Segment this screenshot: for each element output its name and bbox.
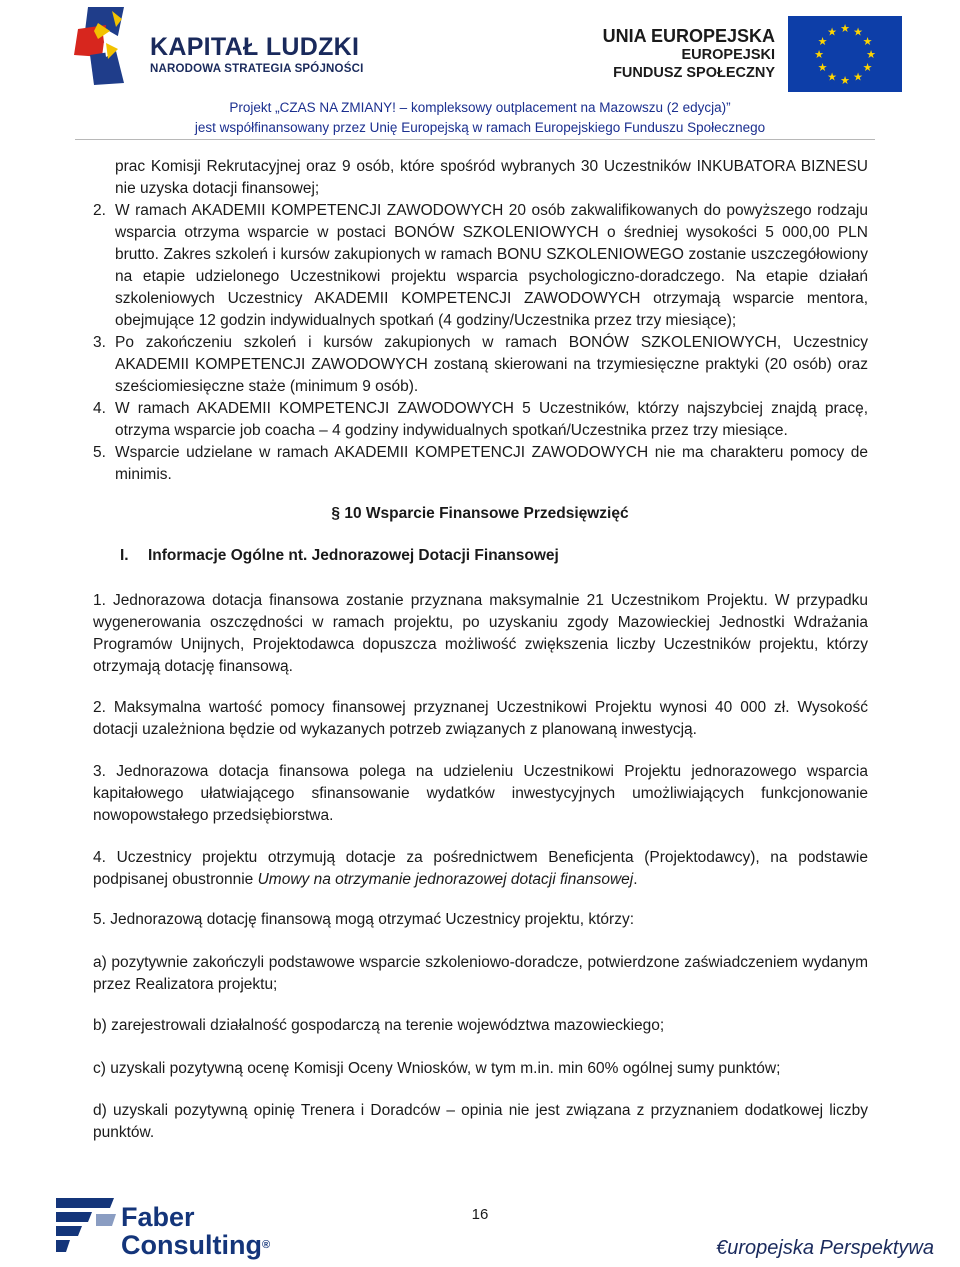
kapital-ludzki-title: KAPITAŁ LUDZKI <box>150 33 360 61</box>
svg-text:★: ★ <box>827 25 837 39</box>
clause-5b: b) zarejestrowali działalność gospodarczą na terenie województwa mazowieckiego; <box>93 1017 665 1034</box>
eu-wordmark <box>603 26 775 82</box>
clause-5a: a) pozytywnie zakończyli podstawowe wsparcie szkoleniowo-doradcze, potwierdzone zaświadczeniem wydanym przez Realizatora projektu; <box>93 954 868 993</box>
svg-text:★: ★ <box>862 35 873 48</box>
kapital-ludzki-subtitle: NARODOWA STRATEGIA SPÓJNOŚCI <box>150 63 364 75</box>
clause-5: 5. Jednorazową dotację finansową mogą otrzymać Uczestnicy projektu, którzy: <box>93 911 635 928</box>
clause-4-text: 4. Uczestnicy projektu otrzymują dotacje za pośrednictwem Beneficjenta (Projektodawcy), na podstawie podpisanej obustronnie <box>93 849 868 888</box>
faber-consulting-logo-icon <box>52 1196 120 1256</box>
paragraph-continuation: prac Komisji Rekrutacyjnej oraz 9 osób, które spośród wybranych 30 Uczestników INKUBATORA BIZNESU nie uzyska dotacji finansowej; <box>115 158 868 197</box>
list-number: 3. <box>93 334 106 351</box>
clause-3: 3. Jednorazowa dotacja finansowa polega na udzieleniu Uczestnikowi Projektu jednorazowego wsparcia kapitałowego ułatwiającego sfinansowanie wydatków inwestycyjnych umożliwiających funkcjonowanie nowopowstałego przedsiębiorstwa. <box>93 763 868 824</box>
list-item-3: Po zakończeniu szkoleń i kursów zakupionych w ramach BONÓW SZKOLENIOWYCH, Uczestnicy AKADEMII KOMPETENCJI ZAWODOWYCH zostaną skierowani na trzymiesięczne praktyki (20 osób) oraz sześciomiesięczne staże (minimum 9 osób). <box>115 334 868 395</box>
list-number: 2. <box>93 202 106 219</box>
project-funding-line: jest współfinansowany przez Unię Europejską w ramach Europejskiego Funduszu Społecznego <box>194 120 766 135</box>
consulting-line <box>121 1231 270 1259</box>
list-number: 5. <box>93 444 106 461</box>
svg-text:★: ★ <box>853 25 863 39</box>
svg-text:★: ★ <box>827 70 837 84</box>
svg-text:★: ★ <box>866 48 876 61</box>
eu-fund-line1: EUROPEJSKI <box>681 47 775 63</box>
list-item-2: W ramach AKADEMII KOMPETENCJI ZAWODOWYCH 20 osób zakwalifikowanych do powyższego rodzaju wsparcia otrzyma wsparcie w postaci BONÓW SZKOLENIOWYCH o średniej wysokości 5 000,00 PLN brutto. Zakres szkoleń i kursów zakupionych w ramach BONU SZKOLENIOWEGO zostanie uszczegółowiony na etapie udzielonego Uczestnikowi projektu wsparcia psychologiczno-doradczego. Na etapie działań szkoleniowych Uczestnicy AKADEMII KOMPETENCJI ZAWODOWYCH otrzymają wsparcie mentora, obejmujące 12 godzin indywidualnych spotkań (4 godziny/Uczestnika przez trzy miesiące); <box>115 202 868 329</box>
section-heading: § 10 Wsparcie Finansowe Przedsięwzięć <box>331 505 629 522</box>
svg-text:★: ★ <box>817 61 828 74</box>
subsection-heading: Informacje Ogólne nt. Jednorazowej Dotacji Finansowej <box>148 547 559 564</box>
clause-1: 1. Jednorazowa dotacja finansowa zostanie przyznana maksymalnie 21 Uczestnikom Projektu. W przypadku wygenerowania oszczędności w ramach projektu, po uzyskaniu zgody Mazowieckiej Jednostki Wdrażania Programów Unijnych, Projektodawca dopuszcza możliwość zwiększenia liczby Uczestników projektu, którzy otrzymają dotację finansową. <box>93 592 868 675</box>
clause-2: 2. Maksymalna wartość pomocy finansowej przyznanej Uczestnikowi Projektu wynosi 40 000 zł. Wysokość dotacji uzależniona będzie od wykazanych potrzeb związanych z planowaną inwestycją. <box>93 699 868 738</box>
list-item-5: Wsparcie udzielane w ramach AKADEMII KOMPETENCJI ZAWODOWYCH nie ma charakteru pomocy de minimis. <box>115 444 868 483</box>
clause-4 <box>93 847 868 891</box>
clause-5d: d) uzyskali pozytywną opinię Trenera i Doradców – opinia nie jest związana z przyznaniem dodatkowej liczby punktów. <box>93 1102 868 1141</box>
eu-title: UNIA EUROPEJSKA <box>602 26 775 46</box>
clause-4-end: . <box>633 871 638 888</box>
svg-text:★: ★ <box>840 74 850 87</box>
kapital-ludzki-wordmark <box>150 34 363 75</box>
faber-word: Faber <box>121 1202 195 1232</box>
registered-mark: ® <box>261 1239 271 1251</box>
eu-flag-icon <box>788 16 902 92</box>
svg-text:★: ★ <box>840 22 850 35</box>
page-number: 16 <box>471 1206 489 1223</box>
svg-text:★: ★ <box>853 70 863 84</box>
svg-text:★: ★ <box>862 61 873 74</box>
clause-4-agreement-title: Umowy na otrzymanie jednorazowej dotacji finansowej <box>257 871 634 888</box>
svg-text:★: ★ <box>814 48 824 61</box>
consulting-word: Consulting <box>121 1230 262 1260</box>
svg-text:★: ★ <box>817 35 828 48</box>
list-number: 4. <box>93 400 106 417</box>
clause-5c: c) uzyskali pozytywną ocenę Komisji Oceny Wniosków, w tym m.in. min 60% ogólnej sumy punktów; <box>93 1060 781 1077</box>
faber-consulting-wordmark <box>121 1203 270 1259</box>
europejska-perspektywa-tagline: €uropejska Perspektywa <box>716 1237 934 1259</box>
header-divider <box>75 139 875 140</box>
project-title-line: Projekt „CZAS NA ZMIANY! – kompleksowy outplacement na Mazowszu (2 edycja)” <box>229 100 731 115</box>
subsection-number: I. <box>120 547 129 564</box>
eu-fund-line2: FUNDUSZ SPOŁECZNY <box>613 65 775 81</box>
list-item-4: W ramach AKADEMII KOMPETENCJI ZAWODOWYCH 5 Uczestników, którzy najszybciej znajdą pracę, otrzyma wsparcie job coacha – 4 godziny indywidualnych spotkań/Uczestnika przez trzy miesiące. <box>115 400 868 439</box>
